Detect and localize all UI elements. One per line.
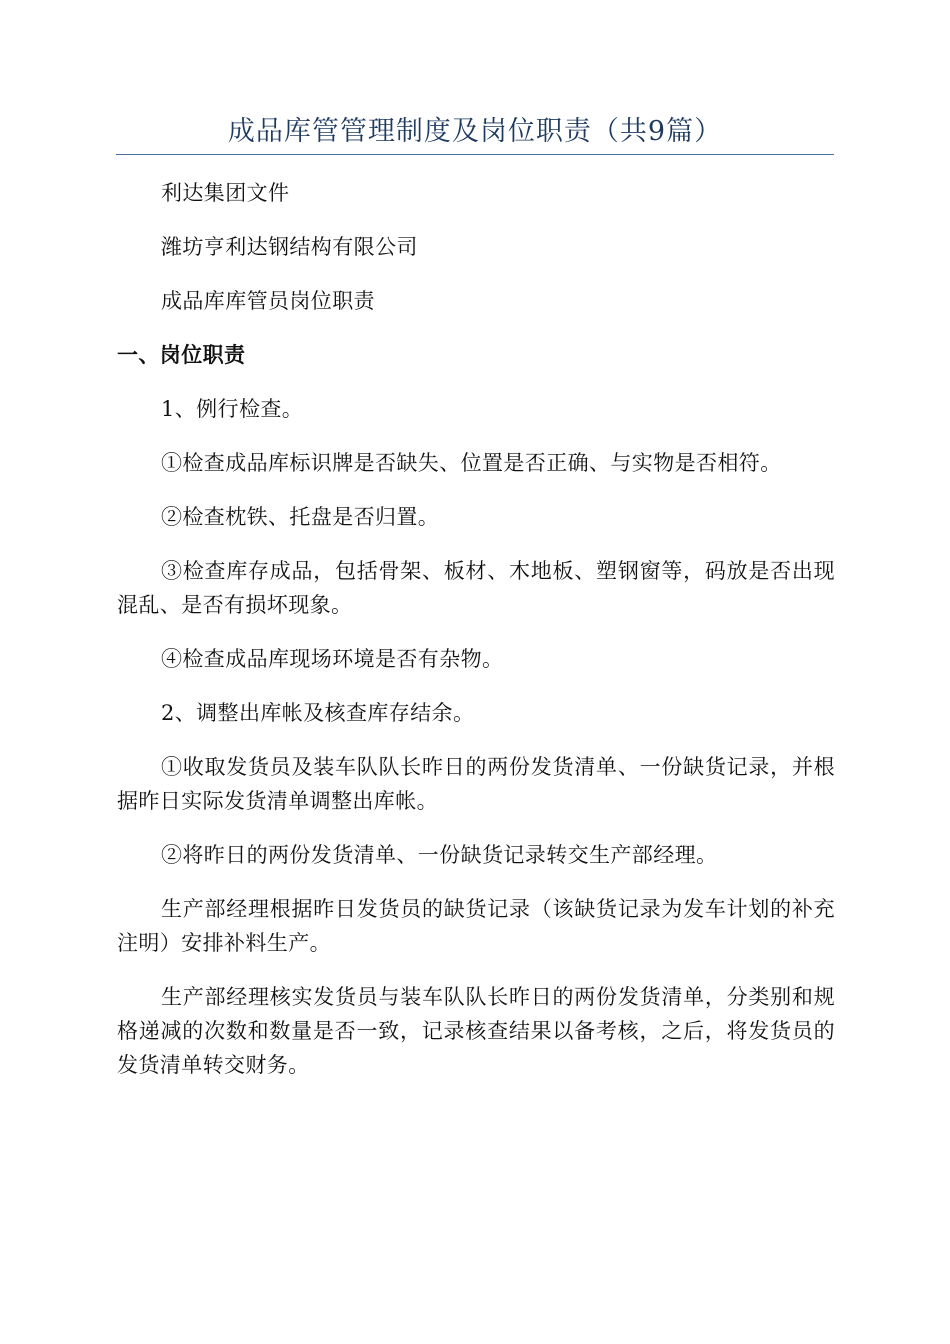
- paragraph-company-name: 潍坊亨利达钢结构有限公司: [161, 235, 418, 259]
- paragraph-doc-subject: 成品库库管员岗位职责: [161, 289, 375, 313]
- paragraph-item-1-2: ②检查枕铁、托盘是否归置。: [161, 505, 440, 529]
- paragraph-manager-note-2: 生产部经理核实发货员与装车队队长昨日的两份发货清单，分类别和规格递减的次数和数量是否一致，记录核查结果以备考核，之后，将发货员的发货清单转交财务。: [117, 985, 835, 1077]
- title-divider: [116, 154, 834, 155]
- paragraph-item-2: 2、调整出库帐及核查库存结余。: [161, 701, 475, 725]
- paragraph-item-1-3: ③检查库存成品，包括骨架、板材、木地板、塑钢窗等，码放是否出现混乱、是否有损坏现象。: [117, 559, 835, 617]
- paragraph-item-1-4: ④检查成品库现场环境是否有杂物。: [161, 647, 504, 671]
- document-title: 成品库管管理制度及岗位职责（共9篇）: [227, 116, 723, 147]
- paragraph-org-name: 利达集团文件: [161, 181, 290, 205]
- paragraph-item-1: 1、例行检查。: [161, 397, 304, 421]
- paragraph-manager-note-1: 生产部经理根据昨日发货员的缺货记录（该缺货记录为发车计划的补充注明）安排补料生产。: [117, 897, 835, 955]
- paragraph-item-2-1: ①收取发货员及装车队队长昨日的两份发货清单、一份缺货记录，并根据昨日实际发货清单调整出库帐。: [117, 755, 835, 813]
- paragraph-item-1-1: ①检查成品库标识牌是否缺失、位置是否正确、与实物是否相符。: [161, 451, 782, 475]
- paragraph-item-2-2: ②将昨日的两份发货清单、一份缺货记录转交生产部经理。: [161, 843, 718, 867]
- document-body: [117, 176, 835, 1102]
- section-heading: 一、岗位职责: [117, 342, 246, 367]
